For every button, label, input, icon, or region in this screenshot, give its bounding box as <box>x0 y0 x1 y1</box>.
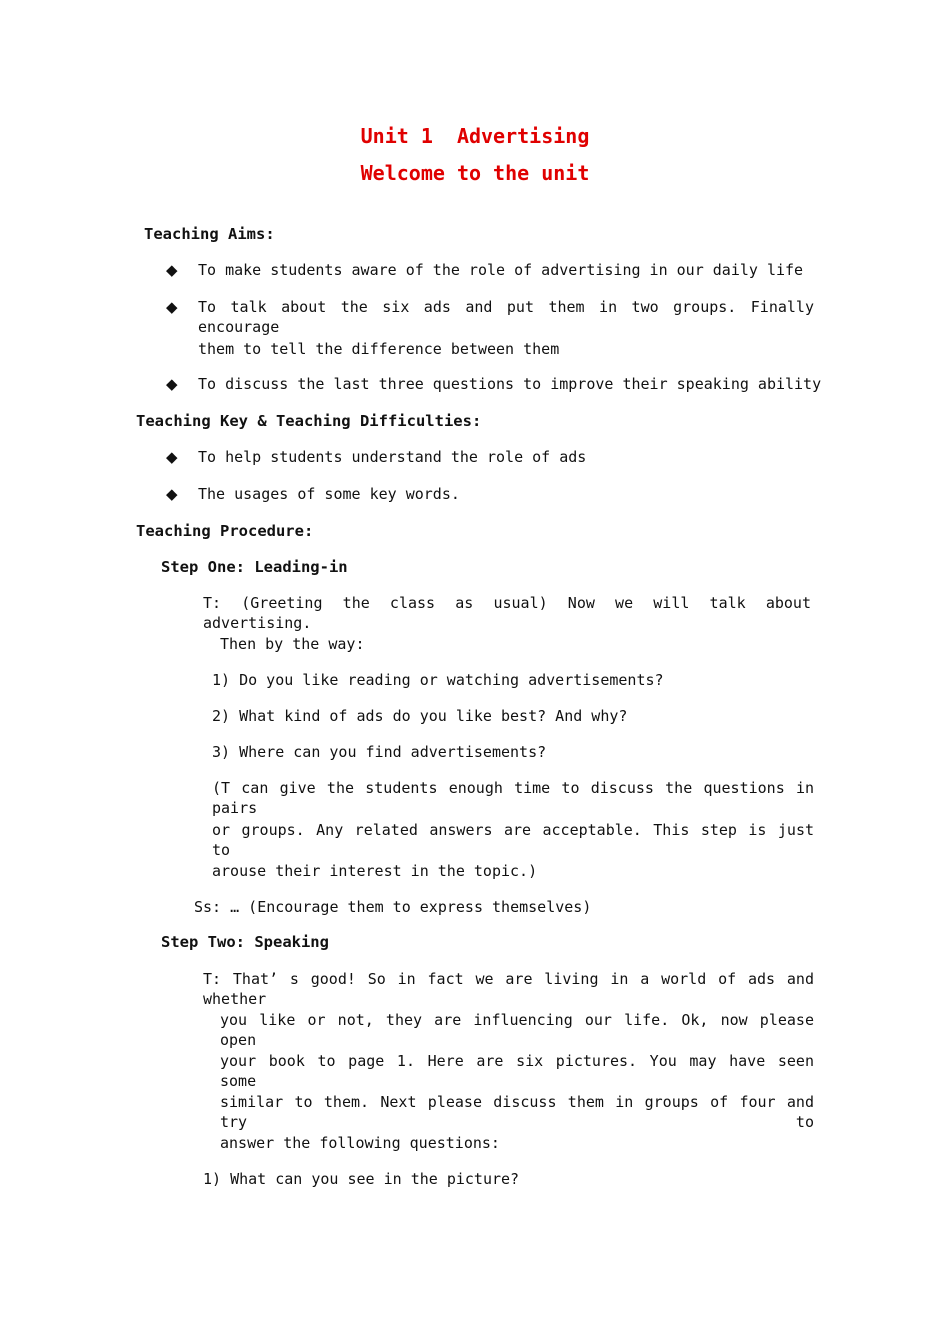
diamond-bullet-icon: ◆ <box>166 485 178 503</box>
step-one-note: (T can give the students enough time to discuss the questions in pairs <box>212 779 814 817</box>
key-difficulties-heading: Teaching Key & Teaching Difficulties: <box>136 412 482 430</box>
aim-item-2-continued: them to tell the difference between them <box>198 340 560 358</box>
aim-item-3: To discuss the last three questions to improve their speaking ability <box>198 375 822 393</box>
step-two-question: 1) What can you see in the picture? <box>203 1170 520 1188</box>
step-one-teacher-line-continued: Then by the way: <box>220 635 365 653</box>
step-one-note: or groups. Any related answers are acceptable. This step is just to <box>212 821 814 859</box>
step-one-note: arouse their interest in the topic.) <box>212 862 538 880</box>
step-two-teacher-line: similar to them. Next please discuss them in groups of four and try to <box>220 1093 814 1131</box>
diamond-bullet-icon: ◆ <box>166 448 178 466</box>
diamond-bullet-icon: ◆ <box>166 375 178 393</box>
procedure-heading: Teaching Procedure: <box>136 522 314 540</box>
aim-item-1: To make students aware of the role of advertising in our daily life <box>198 261 804 279</box>
diamond-bullet-icon: ◆ <box>166 298 178 316</box>
key-item-1: To help students understand the role of ads <box>198 448 587 466</box>
aim-item-2: To talk about the six ads and put them in two groups. Finally encourage <box>198 298 814 336</box>
step-one-question: 3) Where can you find advertisements? <box>212 743 547 761</box>
step-one-teacher-line: T: (Greeting the class as usual) Now we will talk about advertising. <box>203 594 811 632</box>
step-two-heading: Step Two: Speaking <box>161 933 329 951</box>
teaching-aims-heading: Teaching Aims: <box>144 225 275 243</box>
page-subtitle: Welcome to the unit <box>360 161 590 185</box>
step-two-teacher-line: T: That’ s good! So in fact we are living in a world of ads and whether <box>203 970 814 1008</box>
step-one-students-line: Ss: … (Encourage them to express themselves) <box>194 898 592 916</box>
key-item-2: The usages of some key words. <box>198 485 460 503</box>
step-one-heading: Step One: Leading-in <box>161 558 348 576</box>
diamond-bullet-icon: ◆ <box>166 261 178 279</box>
step-one-question: 2) What kind of ads do you like best? And why? <box>212 707 628 725</box>
step-one-question: 1) Do you like reading or watching advertisements? <box>212 671 664 689</box>
step-two-teacher-line: you like or not, they are influencing our life. Ok, now please open <box>220 1011 814 1049</box>
page-title: Unit 1 Advertising <box>360 124 590 148</box>
step-two-teacher-line: answer the following questions: <box>220 1134 500 1152</box>
step-two-teacher-line: your book to page 1. Here are six pictures. You may have seen some <box>220 1052 814 1090</box>
